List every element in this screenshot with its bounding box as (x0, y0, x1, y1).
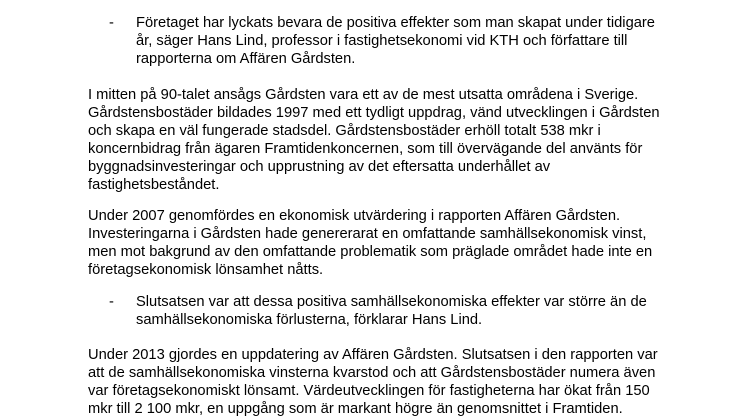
quote-bullet-1 (109, 14, 669, 68)
quote-bullet-2 (109, 293, 669, 329)
paragraph-text-1: I mitten på 90-talet ansågs Gårdsten vara ett av de mest utsatta områdena i Sverige. Gårdstensbostäder bildades 1997 med ett tydligt uppdrag, vänd utvecklingen i Gårdsten och skapa en väl fungerade stadsdel. Gårdstensbostäder erhöll totalt 538 mkr i koncernbidrag från ägaren Framtidenkoncernen, som till övervägande del använts för byggnadsinvesteringar och upprustning av det eftersatta underhållet av fastighetsbeståndet. (88, 87, 660, 193)
paragraph-2 (88, 207, 668, 279)
paragraph-1 (88, 86, 668, 194)
paragraph-3 (88, 346, 668, 418)
bullet-dash: - (109, 294, 114, 310)
quote-text-1: Företaget har lyckats bevara de positiva effekter som man skapat under tidigare år, säger Hans Lind, professor i fastighetsekonomi vid KTH och författare till rapporterna om Affären Gårdsten. (136, 15, 655, 67)
paragraph-text-3: Under 2013 gjordes en uppdatering av Affären Gårdsten. Slutsatsen i den rapporten var att de samhällsekonomiska vinsterna kvarstod och att Gårdstensbostäder numera även var företagsekonomiskt lönsamt. Värdeutvecklingen för fastigheterna har ökat från 150 mkr till 2 100 mkr, en uppgång som är markant högre än genomsnittet i Framtiden. (88, 347, 658, 417)
paragraph-text-2: Under 2007 genomfördes en ekonomisk utvärdering i rapporten Affären Gårdsten. Investeringarna i Gårdsten hade genererarat en omfattande samhällsekonomisk vinst, men mot bakgrund av den omfattande problematik som präglade området hade inte en företagsekonomisk lönsamhet nåtts. (88, 208, 653, 278)
quote-text-2: Slutsatsen var att dessa positiva samhällsekonomiska effekter var större än de samhällsekonomiska förlusterna, förklarar Hans Lind. (136, 294, 647, 328)
bullet-dash: - (109, 15, 114, 31)
